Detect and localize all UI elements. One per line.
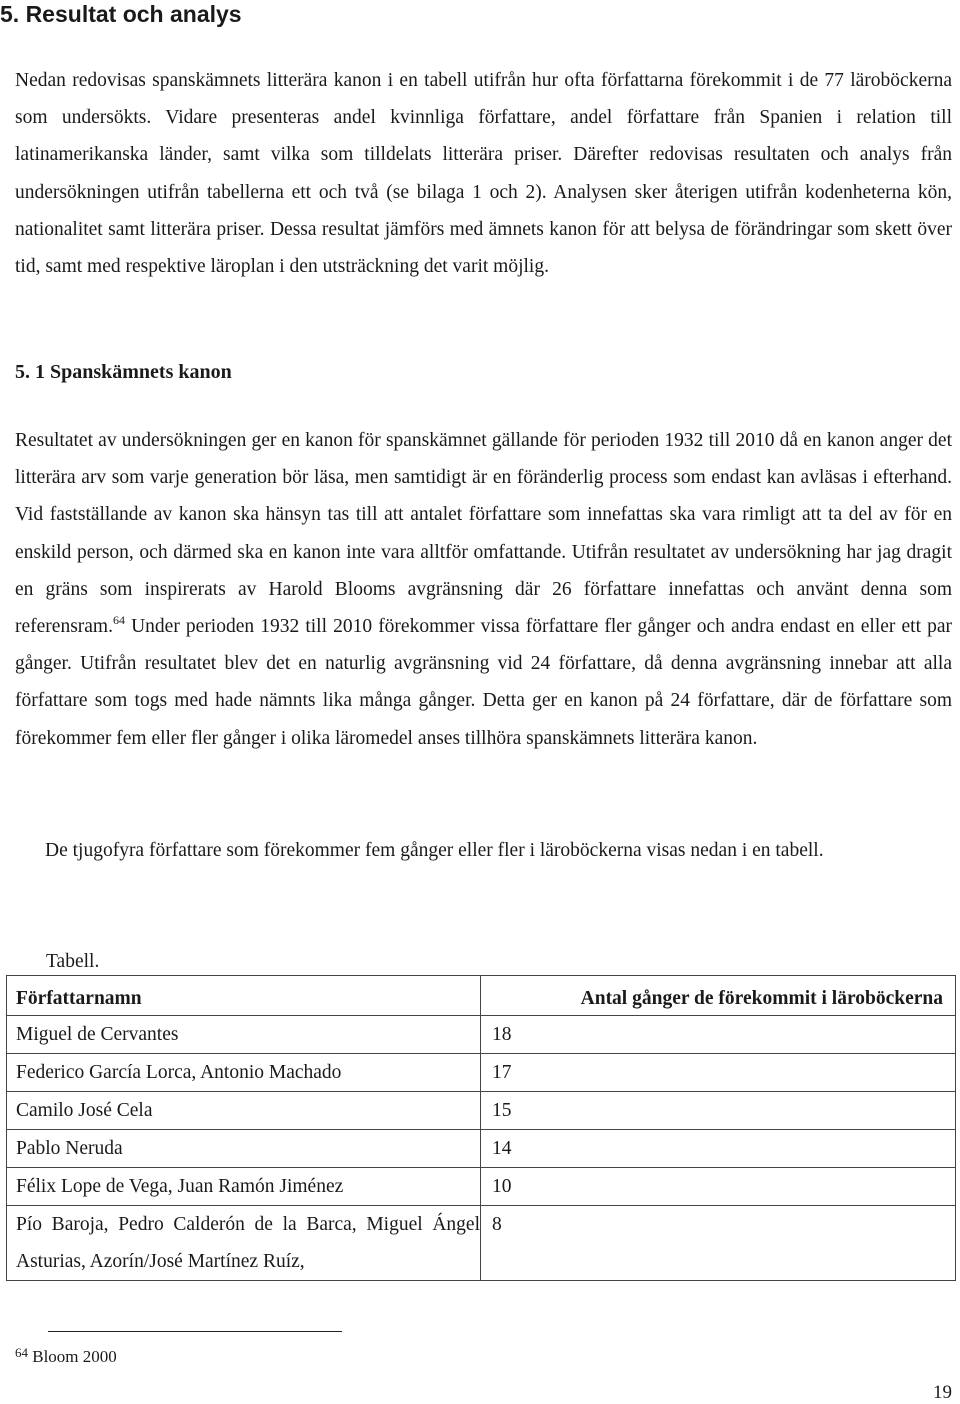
body-text-part-2: Under perioden 1932 till 2010 förekommer vissa författare fler gånger och andra endast en eller ett par gånger. Utifrån resultatet blev det en naturlig avgränsning vid 24 författare, då denna avgränsning innebar att alla författare som togs med hade nämnts lika många gånger. Detta ger en kanon på 24 författare, där de författare som förekommer fem eller fler gånger i olika läromedel anses tillhöra spanskämnets litterära kanon. xyxy=(15,616,952,749)
author-cell: Pablo Neruda xyxy=(7,1130,481,1168)
closing-paragraph: De tjugofyra författare som förekommer fem gånger eller fler i läroböckerna visas nedan i en tabell. xyxy=(45,840,824,861)
author-cell: Miguel de Cervantes xyxy=(7,1016,481,1054)
footnote-separator xyxy=(48,1331,342,1332)
table-row xyxy=(7,1092,956,1130)
count-cell: 15 xyxy=(481,1092,956,1130)
section-heading: 5. Resultat och analys xyxy=(0,1,242,27)
author-cell: Federico García Lorca, Antonio Machado xyxy=(7,1054,481,1092)
header-count: Antal gånger de förekommit i läroböckerna xyxy=(481,976,956,1016)
author-cell: Pío Baroja, Pedro Calderón de la Barca, Miguel Ángel Asturias, Azorín/José Martínez Ruíz, xyxy=(7,1206,481,1281)
footnote-text: Bloom 2000 xyxy=(28,1347,117,1366)
body-text-part-1: Resultatet av undersökningen ger en kanon för spanskämnet gällande för perioden 1932 till 2010 då en kanon anger det litterära arv som varje generation bör läsa, men samtidigt är en föränderlig process som endast kan avläsas i efterhand. Vid fastställande av kanon ska hänsyn tas till att antalet författare som innefattas ska vara rimligt att ta del av för en enskild person, och därmed ska en kanon inte vara alltför omfattande. Utifrån resultatet av undersökning har jag dragit en gräns som inspirerats av Harold Blooms avgränsning där 26 författare innefattas och använt denna som referensram. xyxy=(15,430,952,638)
count-cell: 8 xyxy=(481,1206,956,1281)
table-row xyxy=(7,1016,956,1054)
count-cell: 18 xyxy=(481,1016,956,1054)
author-cell: Camilo José Cela xyxy=(7,1092,481,1130)
count-cell: 17 xyxy=(481,1054,956,1092)
author-table xyxy=(6,975,956,1281)
table-row xyxy=(7,1130,956,1168)
table-caption: Tabell. xyxy=(46,951,100,972)
table-header-row xyxy=(7,976,956,1016)
subsection-heading: 5. 1 Spanskämnets kanon xyxy=(15,361,232,383)
count-cell: 10 xyxy=(481,1168,956,1206)
count-cell: 14 xyxy=(481,1130,956,1168)
table-row xyxy=(7,1206,956,1281)
footnote xyxy=(15,1346,117,1368)
table-row xyxy=(7,1054,956,1092)
footnote-reference: 64 xyxy=(112,613,125,628)
header-author: Författarnamn xyxy=(7,976,481,1016)
page-number: 19 xyxy=(933,1382,952,1403)
body-paragraph xyxy=(15,422,952,757)
table-row xyxy=(7,1168,956,1206)
intro-paragraph: Nedan redovisas spanskämnets litterära kanon i en tabell utifrån hur ofta författarna förekommit i de 77 läroböckerna som undersökts. Vidare presenteras andel kvinnliga författare, andel författare från Spanien i relation till latinamerikanska länder, samt vilka som tilldelats litterära priser. Därefter redovisas resultaten och analys från undersökningen utifrån tabellerna ett och två (se bilaga 1 och 2). Analysen sker återigen utifrån kodenheterna kön, nationalitet samt litterära priser. Dessa resultat jämförs med ämnets kanon för att belysa de förändringar som skett över tid, samt med respektive läroplan i den utsträckning det varit möjlig. xyxy=(15,70,952,278)
footnote-number: 64 xyxy=(15,1345,28,1360)
author-cell: Félix Lope de Vega, Juan Ramón Jiménez xyxy=(7,1168,481,1206)
